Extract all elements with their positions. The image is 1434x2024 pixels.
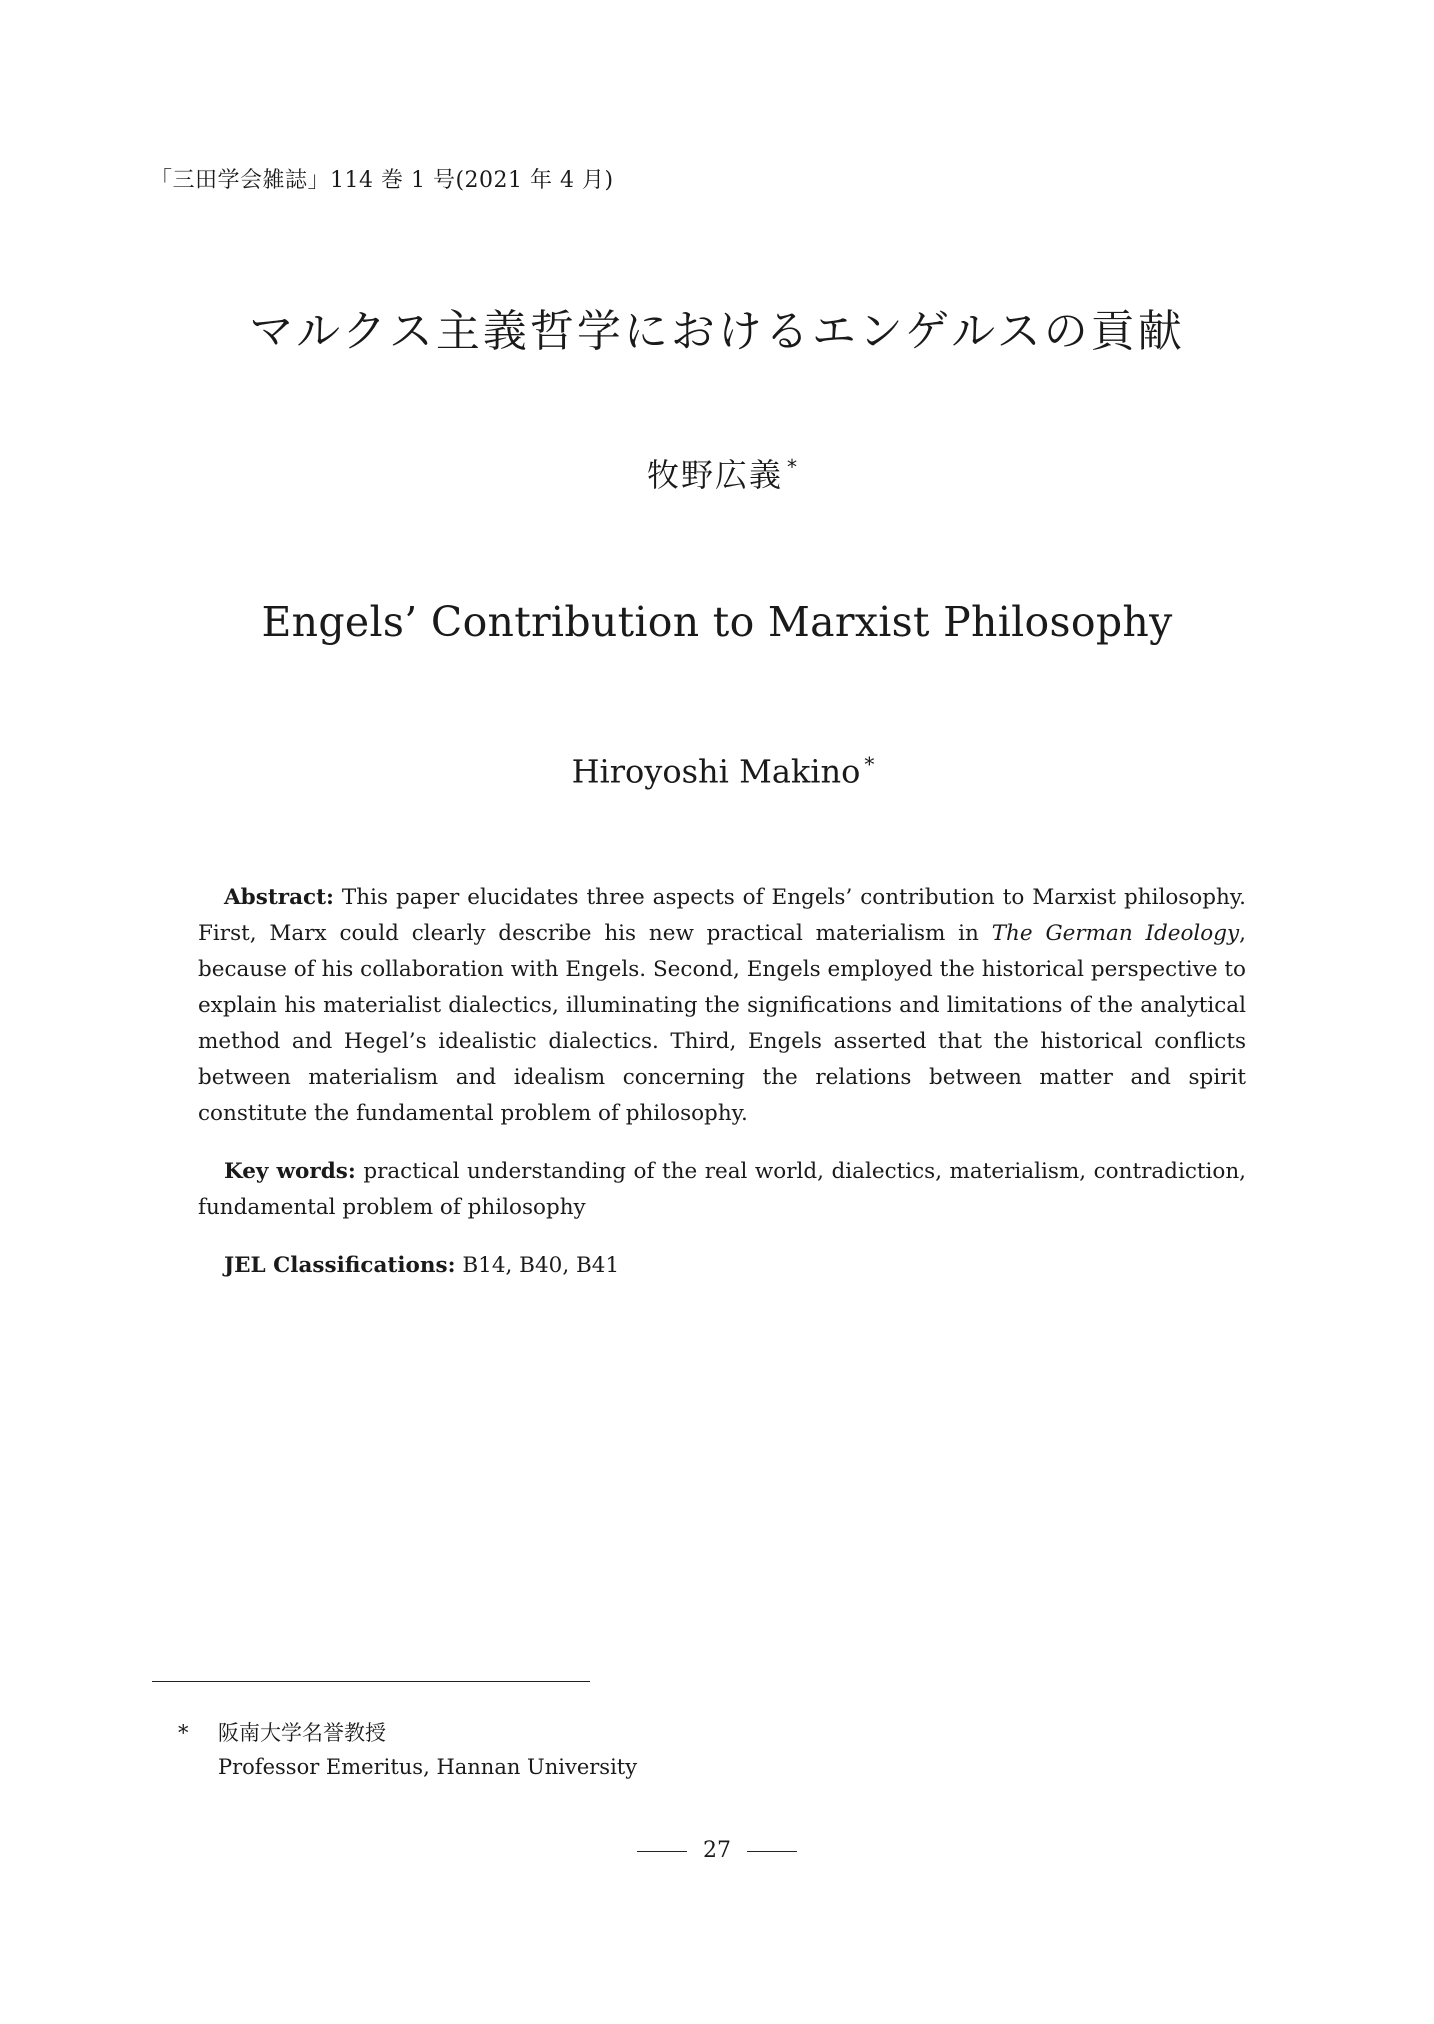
jel-label: JEL Classifications: [224, 1253, 456, 1278]
author-english [0, 752, 1434, 791]
abstract-label: Abstract: [224, 885, 334, 910]
jel-paragraph [198, 1248, 1246, 1284]
author-japanese [0, 450, 1434, 496]
footnote-affiliation-japanese: 阪南大学名誉教授 [218, 1721, 386, 1745]
author-footnote-marker: * [787, 455, 799, 480]
keywords-paragraph [198, 1154, 1246, 1226]
journal-header: 「三田学会雑誌」114 巻 1 号(2021 年 4 月) [150, 168, 614, 193]
keywords-text: practical understanding of the real world, dialectics, materialism, contradiction, fundamental problem of philosophy [198, 1159, 1247, 1220]
abstract-paragraph [198, 880, 1246, 1132]
author-name-japanese: 牧野広義 [646, 456, 783, 494]
footnote-divider [152, 1681, 590, 1682]
title-english: Engels’ Contribution to Marxist Philosophy [261, 598, 1173, 646]
abstract-text-1: This paper elucidates three aspects of Engels’ contribution to Marxist philosophy. First, Marx could clearly describe his new practical materialism in [198, 885, 1246, 946]
page-dash-left [637, 1851, 687, 1852]
author-name-english: Hiroyoshi Makino [571, 752, 861, 791]
footnote-mark: * [178, 1721, 189, 1745]
footnote-affiliation-english: Professor Emeritus, Hannan University [218, 1755, 638, 1779]
jel-text: B14, B40, B41 [455, 1253, 620, 1278]
abstract-block [198, 880, 1246, 1284]
keywords-label: Key words: [224, 1159, 356, 1184]
page-number: 27 [703, 1838, 731, 1863]
footnote [178, 1716, 637, 1784]
page-dash-right [747, 1851, 797, 1852]
page-number-container [0, 1838, 1434, 1863]
abstract-text-2: , because of his collaboration with Engels. Second, Engels employed the historical perspective to explain his materialist dialectics, illuminating the significations and limitations of the analytical method and Hegel’s idealistic dialectics. Third, Engels asserted that the historical conflicts between materialism and idealism concerning the relations between matter and spirit constitute the fundamental problem of philosophy. [198, 921, 1246, 1126]
title-japanese: マルクス主義哲学におけるエンゲルスの貢献 [249, 306, 1185, 357]
abstract-italic-title: The German Ideology [991, 921, 1240, 946]
author-footnote-marker-en: * [864, 752, 875, 776]
